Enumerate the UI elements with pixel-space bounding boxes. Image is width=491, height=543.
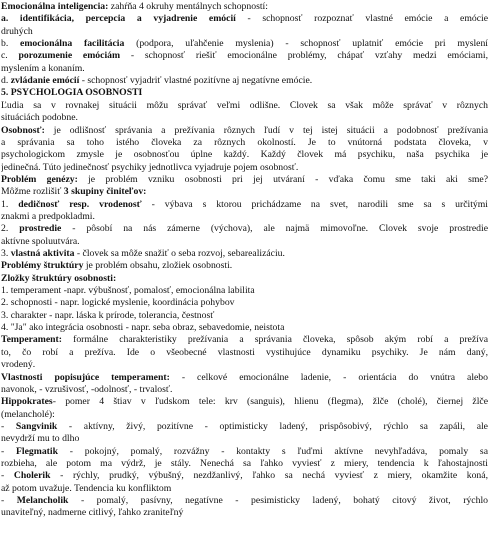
text-span: Ľudia sa v rovnakej situácii môžu správať veľmi odlišne. Človek sa však môže správať v rôznych	[1, 100, 488, 111]
text-span: 1.	[1, 199, 19, 210]
text-line	[1, 150, 488, 161]
text-line	[1, 113, 488, 124]
text-line	[1, 138, 488, 149]
text-span: -	[1, 446, 16, 457]
text-line	[1, 88, 488, 99]
bold-text: Problémy štruktúry	[1, 261, 84, 272]
text-span: až potom uvažuje. Tendencia ku konfliktom	[1, 483, 172, 494]
bold-text: zvládanie emócií	[10, 76, 80, 87]
text-span: psychologickom zmysle je osobnosťou úplne každý. Každý človek má psychiku, naša psychika je	[1, 150, 488, 161]
text-line	[1, 39, 488, 50]
text-line	[1, 126, 488, 137]
text-span: - pomer 4 štiav v ľudskom tele: krv (sanguis), hlienu (flegma), žlče (cholé), čiernej žlče	[52, 397, 488, 408]
text-span: 3.	[1, 249, 11, 259]
bold-text: a. identifikácia, percepcia a vyjadrenie emócií	[1, 14, 236, 25]
text-span: jedinečná. Túto jedinečnosť psychiky jednotlivca vyjadruje pojem osobnosť.	[1, 162, 299, 173]
bold-text: Hippokrates	[1, 397, 53, 408]
text-line	[1, 459, 488, 470]
text-span: rozbieha, ale potom ma výdrž, je stály. Nenechá sa ľahko vyviesť z miery, tendencia k ľahostajnosti	[1, 458, 488, 469]
text-line	[1, 471, 488, 482]
text-line	[1, 434, 488, 445]
text-line	[1, 200, 488, 211]
text-span: 4. "Ja" ako integrácia osobnosti - napr. seba obraz, sebavedomie, neistota	[1, 323, 285, 334]
text-line	[1, 163, 488, 174]
text-line	[1, 422, 488, 433]
text-line	[1, 14, 488, 25]
text-span: - schopnosť riešiť emocionálne problémy, chápať vzťahy medzi emóciami,	[120, 51, 488, 62]
bold-text: Flegmatik	[16, 446, 58, 457]
text-span: (melancholé):	[1, 409, 55, 420]
text-span: zahŕňa 4 okruhy mentálnych schopností:	[108, 2, 268, 12]
bold-text: Problém genézy:	[1, 174, 78, 185]
text-span: unaviteľný, nadmerne citlivý, ľahko zraniteľný	[1, 508, 184, 519]
text-span: je problém obsahu, zložiek osobnosti.	[83, 261, 233, 272]
text-line	[1, 484, 488, 495]
text-span: - výbava s ktorou prichádzame na svet, narodili sme sa s určitými	[141, 199, 488, 210]
text-span: - pokojný, pomalý, rozvážny - kontakty s ľuďmi aktívne nevyhľadáva, pomaly sa	[57, 446, 488, 457]
text-line	[1, 311, 488, 322]
text-span: b.	[1, 39, 21, 50]
text-span: (podpora, uľahčenie myslenia) - schopnosť uplatniť emócie pri myslení	[124, 39, 488, 50]
text-span: -	[1, 471, 14, 482]
text-line	[1, 64, 488, 75]
text-span: to, čo robí a prežíva. Ide o všeobecné vlastnosti vystihujúce dynamiku psychiky. Je nám daný,	[1, 347, 488, 358]
text-line	[1, 274, 488, 285]
text-span: -	[1, 496, 17, 506]
text-span: je problém vzniku osobnosti pri jej utváraní - vďaka čomu sme taki aki sme?	[77, 174, 488, 185]
text-line	[1, 447, 488, 458]
bold-text: 5. PSYCHOLÓGIA OSOBNOSTI	[1, 88, 143, 99]
bold-text: Cholerik	[13, 471, 51, 482]
text-line	[1, 76, 488, 87]
text-span: - celkové emocionálne ladenie, - orientácia do vnútra alebo	[169, 372, 488, 383]
bold-text: Temperament:	[1, 335, 62, 346]
text-span: Môžme rozlišiť	[1, 187, 64, 198]
text-span: vrodený.	[1, 360, 36, 371]
text-line	[1, 410, 488, 421]
text-line	[1, 101, 488, 112]
text-span: c.	[1, 51, 19, 62]
text-line	[1, 508, 488, 519]
text-span: 1. temperament -napr. výbušnosť, pomalosť, emocionálna labilita	[1, 286, 255, 297]
text-span: -	[1, 421, 16, 432]
bold-text: Zložky štruktúry osobnosti:	[1, 273, 117, 284]
text-line	[1, 286, 488, 297]
text-line	[1, 224, 488, 235]
text-span: znakmi a predpokladmi.	[1, 211, 95, 222]
text-line	[1, 237, 488, 248]
text-span: a správania sa toho istého človeka za rôznych okolností. Je to vnútorná podstata človeka, v	[1, 137, 488, 148]
text-line	[1, 27, 488, 38]
text-line	[1, 360, 488, 371]
bold-text: porozumenie emóciám	[18, 51, 121, 62]
text-span: 3. charakter - napr. láska k prírode, tolerancia, čestnosť	[1, 310, 215, 321]
text-line	[1, 249, 488, 260]
text-line	[1, 385, 488, 396]
text-span: d.	[1, 76, 11, 87]
text-span: - aktívny, živý, pozitívne - optimisticky ladený, prispôsobivý, rýchlo sa zapáli, ale	[57, 421, 488, 432]
text-line	[1, 496, 488, 507]
text-line	[1, 335, 488, 346]
text-span: - schopnosť vyjadriť vlastné pozitívne aj negatívne emócie.	[79, 76, 313, 87]
text-span: situáciách podobne.	[1, 113, 78, 124]
text-line	[1, 212, 488, 223]
text-line	[1, 397, 488, 408]
bold-text: vlastná aktivita	[10, 249, 75, 259]
bold-text: emocionálna facilitácia	[20, 39, 125, 50]
bold-text: Osobnosť:	[1, 125, 45, 136]
text-line	[1, 187, 488, 198]
bold-text: Emocionálna inteligencia:	[1, 2, 109, 12]
text-line	[1, 298, 488, 309]
text-span: myslením a konaním.	[1, 63, 85, 74]
text-span: - schopnosť rozpoznať vlastné emócie a emócie	[235, 14, 488, 25]
text-span: nevydrží mu to dlho	[1, 434, 80, 445]
text-span: - pôsobí na nás zámerne (výchova), ale najmä mimovoľne. Človek svoje prostredie	[61, 224, 488, 235]
text-span: - rýchly, prudký, výbušný, nezdžanlivý, ľahko sa nechá vyviesť z miery, okamžite koná,	[50, 471, 488, 482]
text-span: je odlišnosť správania a prežívania rôznych ľudí v tej istej situácii a podobnosť prežívania	[44, 125, 488, 136]
text-line	[1, 2, 488, 13]
text-span: 2. schopnosti - napr. logické myslenie, koordinácia pohybov	[1, 298, 235, 309]
text-span: druhých	[1, 26, 33, 37]
text-span: aktívne spoluutvára.	[1, 236, 80, 247]
bold-text: dedičnosť resp. vrodenosť	[18, 199, 142, 210]
text-span: - človek sa môže snažiť o seba rozvoj, sebarealizáciu.	[74, 249, 285, 259]
text-span: 2.	[1, 224, 20, 235]
text-line	[1, 51, 488, 62]
text-line	[1, 261, 488, 272]
text-span: navonok, - vzrušivosť, -odolnosť, - trvalosť.	[1, 384, 173, 395]
text-line	[1, 373, 488, 384]
text-line	[1, 175, 488, 186]
text-span: - pomalý, pasívny, negatívne - pesimisticky ladený, bohatý citový život, rýchlo	[68, 496, 488, 506]
bold-text: prostredie	[19, 224, 62, 235]
text-line	[1, 323, 488, 334]
bold-text: Sangvinik	[15, 421, 58, 432]
bold-text: 3 skupiny činiteľov:	[63, 187, 147, 198]
bold-text: Vlastnosti popisujúce temperament:	[1, 372, 170, 383]
text-line	[1, 348, 488, 359]
text-span: formálne charakteristiky prežívania a správania človeka, spôsob akým robí a prežíva	[61, 335, 488, 346]
bold-text: Melancholik	[16, 496, 69, 506]
